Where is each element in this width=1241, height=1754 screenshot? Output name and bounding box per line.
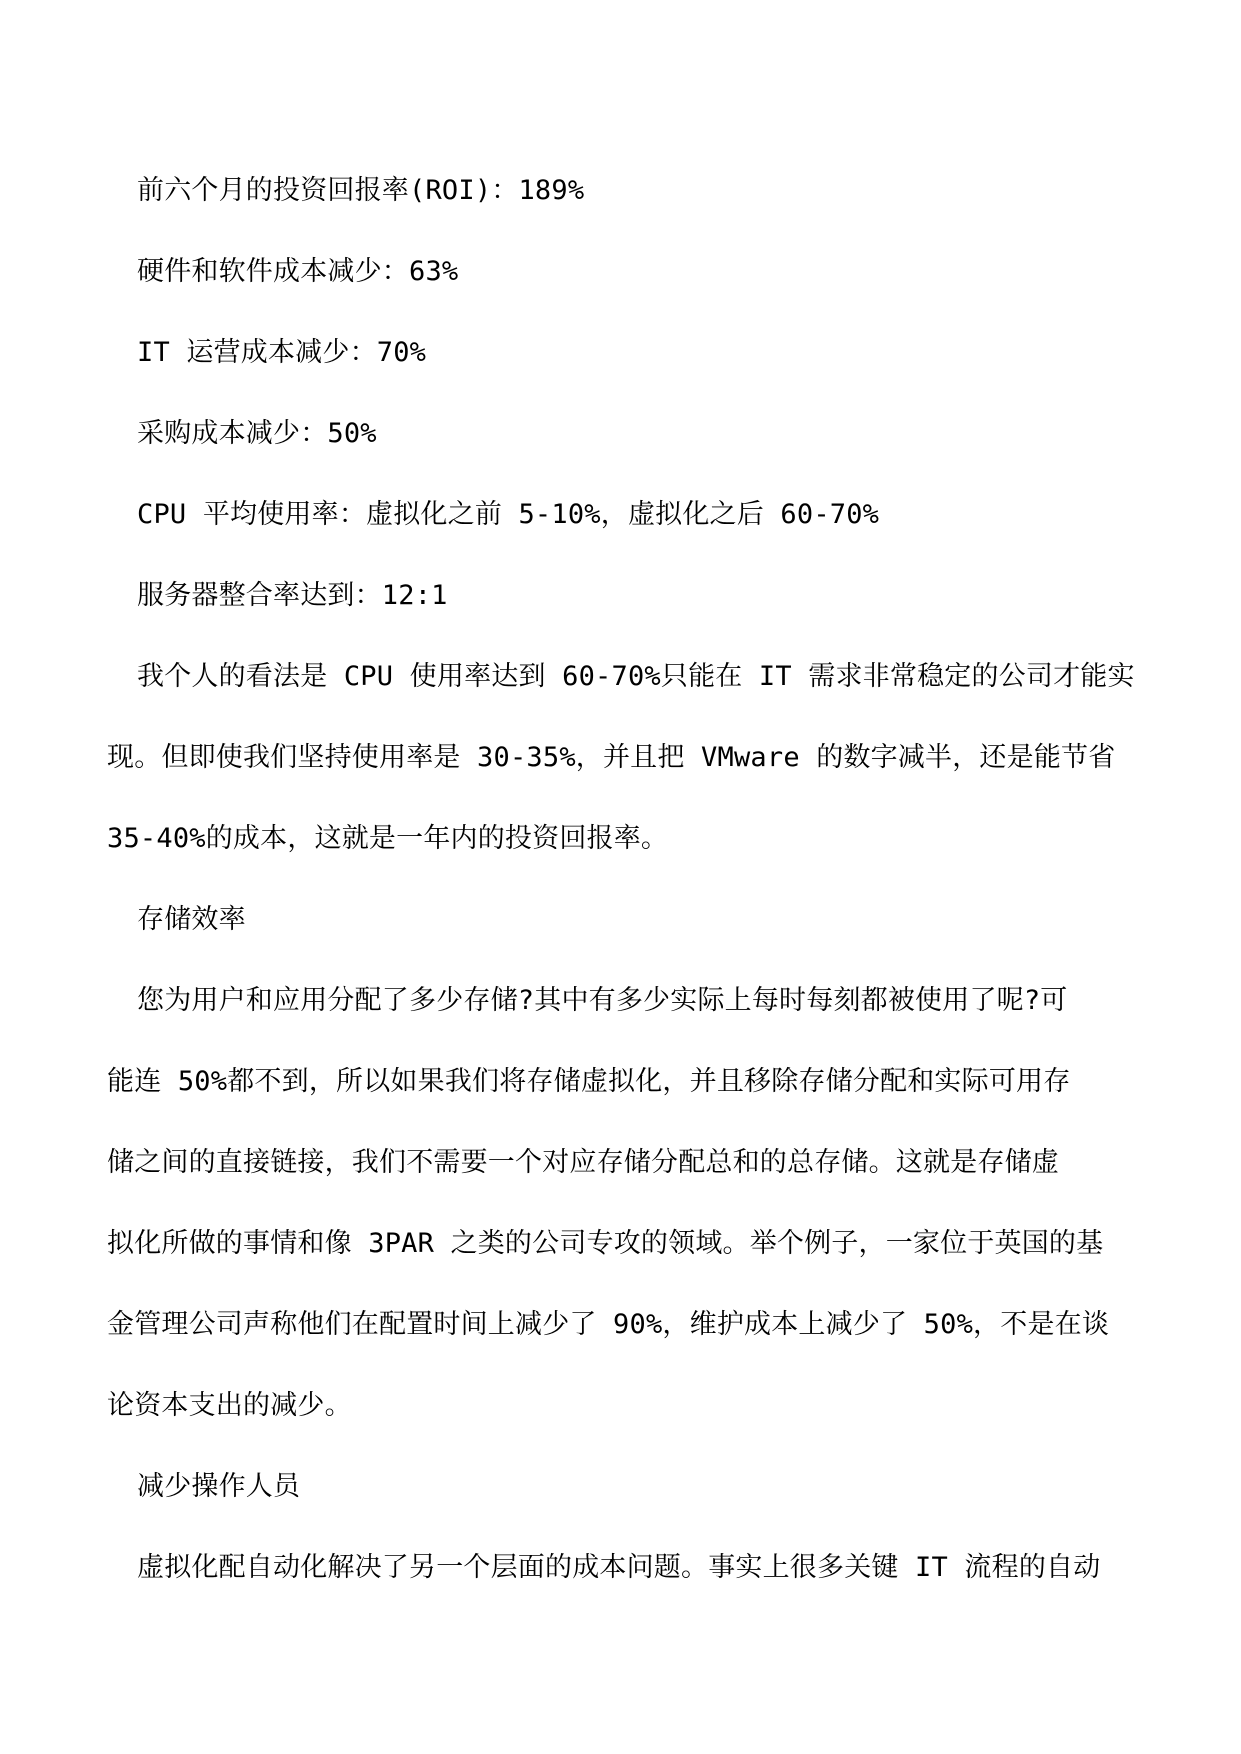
- stat-cpu-usage: CPU 平均使用率：虚拟化之前 5-10%，虚拟化之后 60-70%: [137, 499, 880, 530]
- storage-paragraph-line: 能连 50%都不到，所以如果我们将存储虚拟化，并且移除存储分配和实际可用存: [107, 1066, 1071, 1097]
- opinion-line: 现。但即使我们坚持使用率是 30-35%，并且把 VMware 的数字减半，还是能节省: [107, 742, 1116, 773]
- opinion-line: 35-40%的成本，这就是一年内的投资回报率。: [107, 823, 669, 854]
- stat-it-ops-cost: IT 运营成本减少：70%: [137, 337, 427, 368]
- staff-paragraph-line: 虚拟化配自动化解决了另一个层面的成本问题。事实上很多关键 IT 流程的自动: [137, 1552, 1101, 1583]
- storage-paragraph-line: 储之间的直接链接，我们不需要一个对应存储分配总和的总存储。这就是存储虚: [107, 1147, 1059, 1178]
- stat-consolidation: 服务器整合率达到：12:1: [137, 580, 448, 611]
- stat-roi: 前六个月的投资回报率(ROI)：189%: [137, 175, 585, 206]
- stat-procurement-cost: 采购成本减少：50%: [137, 418, 377, 449]
- storage-paragraph-line: 论资本支出的减少。: [107, 1390, 352, 1421]
- storage-paragraph-line: 您为用户和应用分配了多少存储?其中有多少实际上每时每刻都被使用了呢?可: [137, 985, 1068, 1016]
- section-heading-staff: 减少操作人员: [137, 1471, 301, 1502]
- stat-hw-sw-cost: 硬件和软件成本减少：63%: [137, 256, 459, 287]
- storage-paragraph-line: 金管理公司声称他们在配置时间上减少了 90%，维护成本上减少了 50%，不是在谈: [107, 1309, 1110, 1340]
- section-heading-storage: 存储效率: [137, 904, 246, 935]
- opinion-line: 我个人的看法是 CPU 使用率达到 60-70%只能在 IT 需求非常稳定的公司才能实: [137, 661, 1135, 692]
- storage-paragraph-line: 拟化所做的事情和像 3PAR 之类的公司专攻的领域。举个例子，一家位于英国的基: [107, 1228, 1104, 1259]
